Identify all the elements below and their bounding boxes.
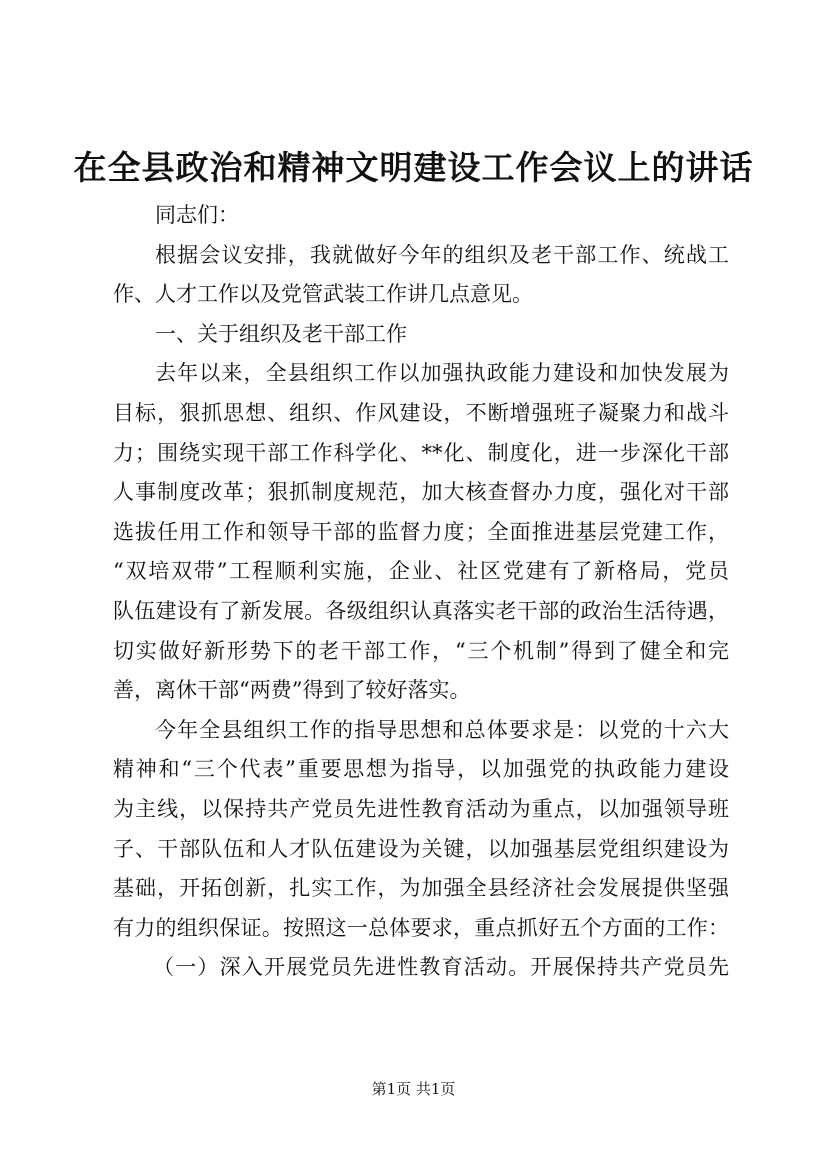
document-title: 在全县政治和精神文明建设工作会议上的讲话 — [73, 148, 754, 187]
paragraph-line: 作、人才工作以及党管武装工作讲几点意见。 — [113, 282, 533, 307]
paragraph-line: 为主线，以保持共产党员先进性教育活动为重点，以加强领导班 — [113, 796, 729, 821]
paragraph-line: 人事制度改革；狠抓制度规范，加大核查督办力度，强化对干部 — [113, 480, 729, 505]
section-heading: 一、关于组织及老干部工作 — [155, 321, 407, 346]
paragraph-line: 去年以来，全县组织工作以加强执政能力建设和加快发展为 — [155, 361, 729, 386]
paragraph-line: 今年全县组织工作的指导思想和总体要求是：以党的十六大 — [155, 717, 729, 742]
paragraph-line: 有力的组织保证。按照这一总体要求，重点抓好五个方面的工作： — [113, 915, 729, 940]
subsection-line: （一）深入开展党员先进性教育活动。开展保持共产党员先 — [153, 955, 729, 980]
paragraph-line: 队伍建设有了新发展。各级组织认真落实老干部的政治生活待遇， — [113, 598, 729, 623]
page-footer: 第1页 共1页 — [371, 1080, 456, 1098]
paragraph-line: 切实做好新形势下的老干部工作，“三个机制”得到了健全和完 — [113, 638, 729, 663]
paragraph-line: 子、干部队伍和人才队伍建设为关键，以加强基层党组织建设为 — [113, 836, 729, 861]
paragraph-line: 善，离休干部“两费”得到了较好落实。 — [113, 678, 471, 703]
paragraph-line: 根据会议安排，我就做好今年的组织及老干部工作、统战工 — [155, 242, 729, 267]
paragraph-line: 精神和“三个代表”重要思想为指导，以加强党的执政能力建设 — [113, 757, 729, 782]
salutation-line: 同志们： — [155, 203, 239, 227]
paragraph-line: 目标，狠抓思想、组织、作风建设，不断增强班子凝聚力和战斗 — [113, 400, 729, 425]
paragraph-line: 基础，开拓创新，扎实工作，为加强全县经济社会发展提供坚强 — [113, 876, 729, 901]
document-body — [113, 196, 729, 988]
paragraph-line: 选拔任用工作和领导干部的监督力度；全面推进基层党建工作， — [113, 519, 729, 544]
paragraph-line: “双培双带”工程顺利实施，企业、社区党建有了新格局，党员 — [113, 559, 729, 584]
paragraph-line: 力；围绕实现干部工作科学化、**化、制度化，进一步深化干部 — [113, 440, 729, 465]
